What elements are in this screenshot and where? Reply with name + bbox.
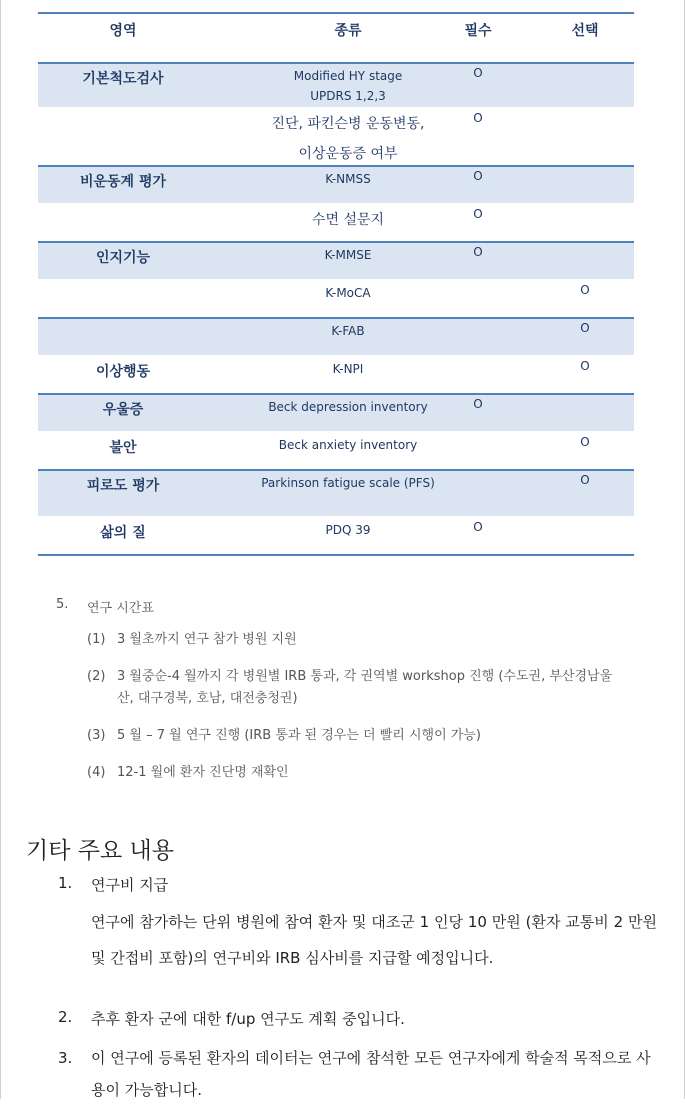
table-row [38,203,634,241]
cell-required: O [473,520,483,534]
table-row [38,241,634,279]
table-row [38,393,634,431]
cell-optional: O [580,359,590,373]
header-required: 필수 [464,23,492,39]
table-row [38,469,634,516]
schedule-item-number: (3) [87,728,106,743]
schedule-item-number: (4) [87,765,106,780]
cell-area: 우울증 [102,402,144,418]
cell-optional: O [580,283,590,297]
cell-type-line: K-FAB [331,324,365,338]
schedule-item-text: 3 월중순-4 월까지 각 병원별 IRB 통과, 각 권역별 workshop 진행 (수도권, 부산경남울산, 대구경북, 호남, 대전충청권) [117,669,613,706]
schedule-item-number: (2) [87,669,106,684]
cell-type-line: Parkinson fatigue scale (PFS) [261,476,435,490]
cell-type-line: Beck depression inventory [268,400,428,414]
cell-required: O [473,207,483,221]
schedule-item-text: 3 월초까지 연구 참가 병원 지원 [117,632,297,647]
cell-type-line: 이상운동증 여부 [298,146,398,162]
schedule-title: 연구 시간표 [87,601,154,616]
table-row [38,317,634,355]
misc-section-title: 기타 주요 내용 [26,838,174,864]
header-optional: 선택 [571,23,599,39]
cell-type-line: 진단, 파킨슨병 운동변동, [271,116,425,132]
table-row [38,355,634,393]
assessment-table [38,12,634,556]
cell-type [208,435,488,455]
cell-required: O [473,397,483,411]
cell-area: 불안 [109,440,137,456]
cell-type-line: Modified HY stage [293,69,403,83]
cell-area: 기본척도검사 [82,71,164,87]
cell-optional: O [580,321,590,335]
misc-item-text: 연구비 지급 [91,876,169,894]
cell-type-line: K-NMSS [325,172,371,186]
header-area: 영역 [109,23,137,39]
cell-type [208,321,488,341]
misc-item-text: 추후 환자 군에 대한 f/up 연구도 계획 중입니다. [91,1010,405,1028]
cell-area: 이상행동 [95,364,151,380]
cell-type [208,283,488,303]
cell-type-line: 수면 설문지 [311,212,385,228]
cell-type-line: K-MoCA [325,286,371,300]
cell-type [208,473,488,493]
misc-item-1-body: 연구에 참가하는 단위 병원에 참여 환자 및 대조군 1 인당 10 만원 (환자 교통비 2 만원 및 간접비 포함)의 연구비와 IRB 심사비를 지급할 예정입니다. [91,913,657,967]
cell-required: O [473,169,483,183]
table-row [38,516,634,554]
cell-required: O [473,245,483,259]
table-row [38,107,634,165]
header-type: 종류 [334,23,362,39]
cell-type [208,359,488,379]
cell-area: 인지기능 [95,250,151,266]
table-body [38,62,634,554]
cell-area: 삶의 질 [100,525,146,541]
cell-type-line: PDQ 39 [325,523,371,537]
cell-type-line: K-NPI [332,362,364,376]
cell-type-line: Beck anxiety inventory [278,438,418,452]
misc-item-number: 1. [58,874,73,892]
cell-optional: O [580,435,590,449]
schedule-item-text: 12-1 월에 환자 진단명 재확인 [117,765,289,780]
cell-required: O [473,66,483,80]
table-row [38,431,634,469]
table-row [38,165,634,203]
cell-area: 비운동계 평가 [79,174,167,190]
cell-type-line: UPDRS 1,2,3 [310,89,386,103]
schedule-number: 5. [56,597,69,612]
misc-item-number: 2. [58,1008,73,1026]
misc-item-number: 3. [58,1049,73,1067]
table-header [38,14,634,62]
cell-type-line: K-MMSE [324,248,372,262]
table-row [38,62,634,107]
cell-area: 피로도 평가 [86,478,160,494]
table-row [38,279,634,317]
cell-optional: O [580,473,590,487]
schedule-item-number: (1) [87,632,106,647]
cell-required: O [473,111,483,125]
misc-item-text: 이 연구에 등록된 환자의 데이터는 연구에 참석한 모든 연구자에게 학술적 목적으로 사용이 가능합니다. [91,1049,651,1099]
schedule-item-text: 5 월 – 7 월 연구 진행 (IRB 통과 된 경우는 더 빨리 시행이 가능) [117,728,481,743]
table-bottom-rule [38,554,634,556]
